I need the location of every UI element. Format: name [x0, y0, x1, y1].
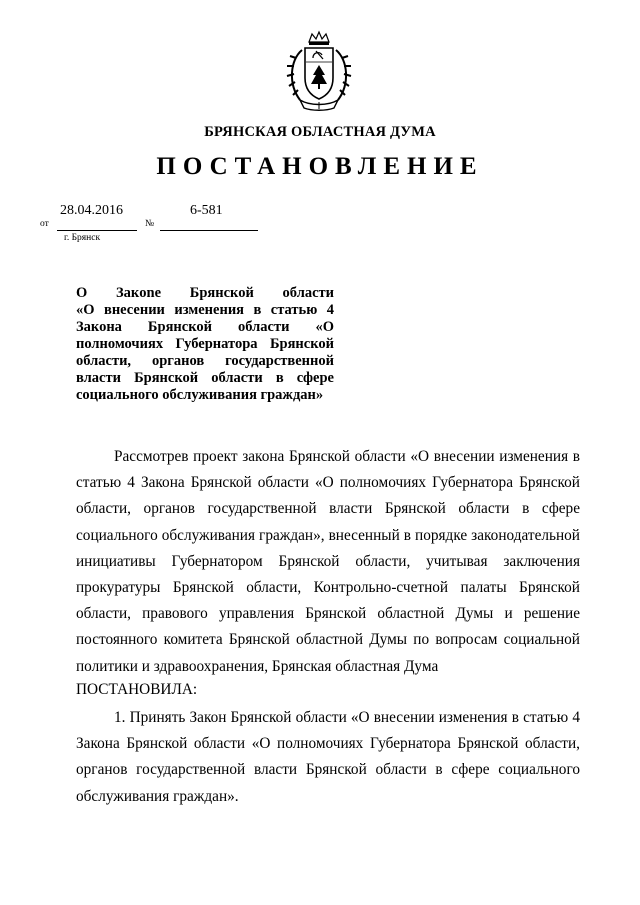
date-label: от	[40, 219, 49, 229]
document-type-title: ПОСТАНОВЛЕНИЕ	[156, 153, 484, 180]
subject-line: социального обслуживания граждан»	[76, 387, 324, 403]
text-line: ПОСТАНОВИЛА:	[76, 681, 198, 698]
text-line: прокуратуры Брянской области, Контрольно-счетной палаты Брянской	[76, 578, 580, 596]
organization-name: БРЯНСКАЯ ОБЛАСТНАЯ ДУМА	[204, 124, 436, 140]
text-line: органов государственной власти Брянской области в сфере социального	[76, 761, 580, 779]
number-underline	[160, 230, 258, 231]
number-label: №	[145, 219, 155, 229]
text-line: инициативы Губернатором Брянской области, учитывая заключения	[76, 552, 580, 570]
coat-of-arms-icon	[282, 28, 356, 112]
text-line: обслуживания граждан».	[76, 787, 239, 805]
subject-line: «О внесении изменения в статью 4	[76, 302, 334, 318]
text-line: социального обслуживания граждан», внесенный в порядке законодательной	[76, 526, 580, 544]
text-line: политики и здравоохранения, Брянская областная Дума	[76, 657, 439, 675]
document-subject	[76, 285, 334, 404]
subject-line: полномочиях Губернатора Брянской	[76, 336, 334, 352]
subject-line: О Закone Брянской области	[76, 285, 334, 301]
subject-line: власти Брянской области в сфере	[76, 370, 334, 386]
resolved-heading	[76, 677, 580, 703]
text-line: области, органов государственной власти Брянской области в сфере	[76, 500, 580, 518]
text-line: области, правового управления Брянской областной Думы и решение	[76, 605, 580, 623]
preamble-paragraph	[76, 444, 580, 680]
city-label: г. Брянск	[64, 233, 101, 243]
date-underline	[57, 230, 137, 231]
subject-line: области, органов государственной	[76, 353, 334, 369]
document-number: 6-581	[190, 203, 223, 218]
text-line: Закона Брянской области «О полномочиях Губернатора Брянской области,	[76, 735, 580, 753]
subject-line: Закона Брянской области «О	[76, 319, 334, 335]
text-line: постоянного комитета Брянской областной Думы по вопросам социальной	[76, 631, 580, 649]
document-date: 28.04.2016	[60, 203, 123, 218]
text-line: Рассмотрев проект закона Брянской области «О внесении изменения в	[114, 448, 580, 465]
text-line: 1. Принять Закон Брянской области «О внесении изменения в статью 4	[114, 709, 580, 726]
resolution-item-1	[76, 705, 580, 810]
text-line: статью 4 Закона Брянской области «О полномочиях Губернатора Брянской	[76, 474, 580, 492]
